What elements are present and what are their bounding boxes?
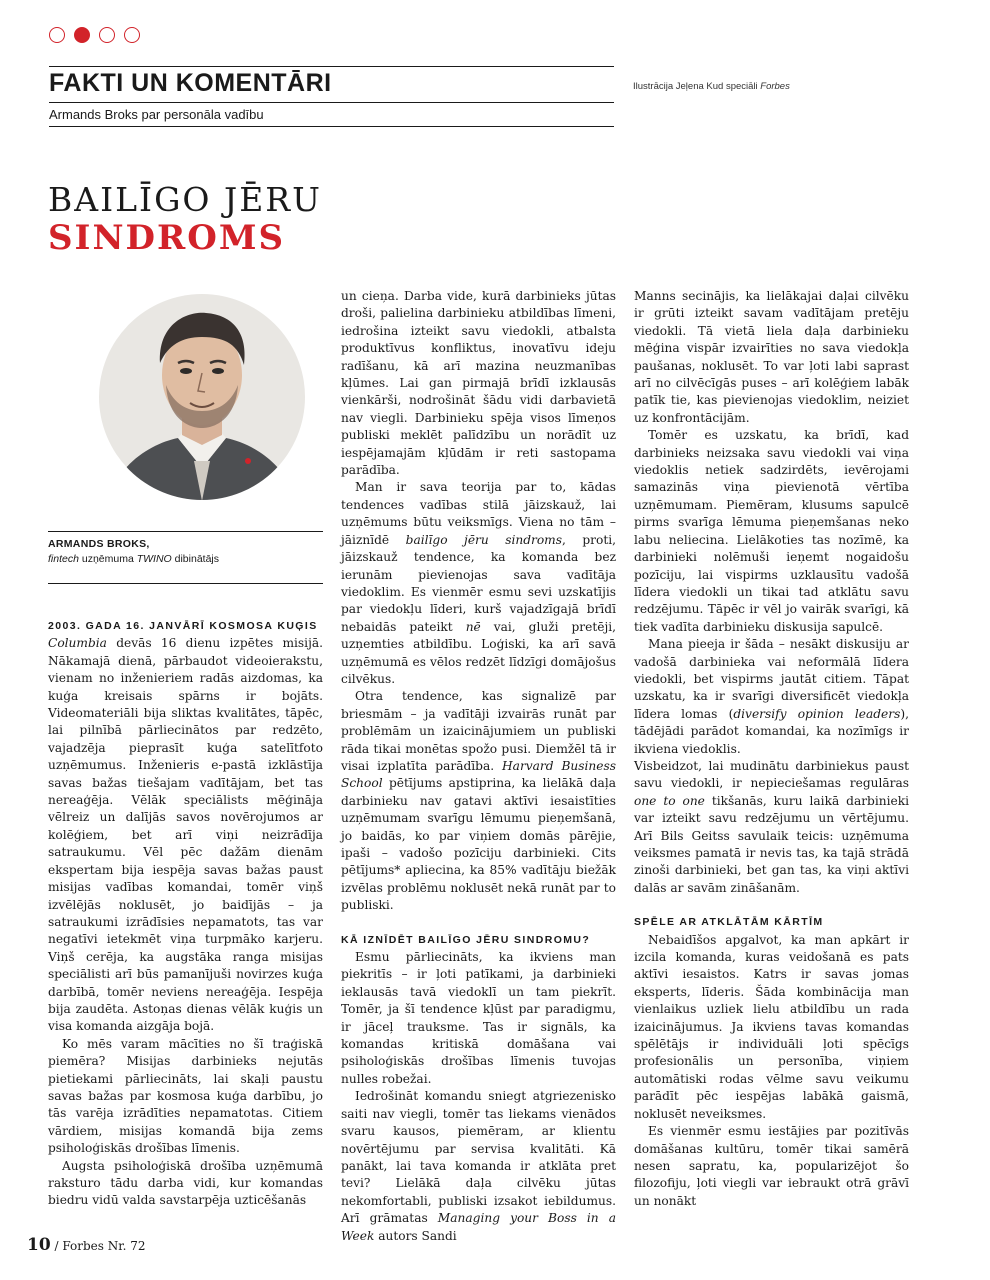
subheading: SPĒLE AR ATKLĀTĀM KĀRTĪM xyxy=(634,916,824,929)
paragraph: Columbia devās 16 dienu izpētes misijā. Nākamajā dienā, pārbaudot videoierakstu, vienam no inženieriem radās aizdomas, ka kuģa kreisais spārns ir bojāts. Videomateriāli bija sliktas kvalitātes, tāpēc, lai pilnībā pārliecinātos par redzēto, vajadzēja pieprasīt kuģa satelītfoto uzņēmumus. Inženieris e-pastā izklāstīja savas bažas tiešajam vadītājam, bet tas nereaģēja. Vēlāk speciālists mēģināja vēlreiz un dalījās savos novērojumos ar kolēģiem, bet arī viņi neizrādīja satraukumu. Vēl pēc dažām dienām ekspertam bija iespēja savas bažas paust misijas vadības komandai, tomēr viņš izvēlējās noklusēt, jo baidījās – ja satraukumi izrādīsies nepamatots, tas var negatīvi ietekmēt viņa turpmāko karjeru. Viņš cerēja, ka augstāka ranga misijas speciālisti arī būs pamanījuši novirzes kuģa darbībā, tomēr neviens nereaģēja. Iespēja bija zaudēta. Astoņas dienas vēlāk kuģis un visa komanda aizgāja bojā. xyxy=(48,636,323,1034)
divider xyxy=(49,102,614,103)
paragraph: Nebaidīšos apgalvot, ka man apkārt ir izcila komanda, kuras veidošanā es pats aktīvi iesaistos. Katrs ir savas jomas eksperts, līderis. Šāda kombinācija man vienlaikus uzliek lielu atbildību un rada izaicinājumus. Ja ikviens tavas komandas spēlētājs ir individuāli ļoti spēcīgs profesionālis un personība, viņiem automātiski rodas vēlme savu veikumu parādīt pēc iespējas labākā gaismā, noklusēt neveiksmes. xyxy=(634,932,909,1121)
paragraph: Es vienmēr esmu iestājies par pozitīvās domāšanas kultūru, tomēr tikai samērā nesen sapratu, ka, popularizējot šo filozofiju, ļoti viegli var iebraukt otrā grāvī un nonākt xyxy=(634,1124,909,1208)
illustration-credit: Ilustrācija Jeļena Kud speciāli Forbes xyxy=(633,81,790,92)
dot-icon xyxy=(99,27,115,43)
paragraph: Otra tendence, kas signalizē par briesmām – ja vadītāji izvairās runāt par problēmām un izaicinājumiem un publiski rāda tikai monētas spožo pusi. Diemžēl tā ir visai izplatīta parādība. Harvard Business School pētījums apstiprina, ka lielākā daļa darbinieku nav gatavi aktīvi iesaistīties uzņēmumam svarīgu lēmumu pieņemšanā, jo baidās, ko par viņiem domās pārējie, ipaši – vadošo pozīciju darbinieki. Cits pētījums* apliecina, ka 85% vadītāju biežāk izvēlas problēmu noklusēt nekā runāt par to publiski. xyxy=(341,689,617,913)
paragraph-lead-heading: 2003. GADA 16. JANVĀRĪ KOSMOSA KUĢIS xyxy=(48,620,318,632)
paragraph: Tomēr es uzskatu, ka brīdī, kad darbinieks neizsaka savu viedokli vai viņa viedoklis netiek sadzirdēts, ievērojami samazinās viņa pievienotā vērtība uzņēmumam. Piemēram, klusums sapulcē pirms svarīga lēmuma pieņemšanas neko labu neliecina. Lielākoties tas nozīmē, ka darbinieki nolēmuši ieņemt nogaidošu pozīciju, lai vispirms uzklausītu vadošā līdera viedokli un tikai tad atklātu savu redzējumu. Tāpēc ir vēl jo vairāk svarīgi, kā tiek vadīta darbinieku diskusija sapulcē. xyxy=(634,428,909,634)
divider xyxy=(49,66,614,67)
section-title: FAKTI UN KOMENTĀRI xyxy=(49,69,332,97)
paragraph: Manns secinājis, ka lielākajai daļai cilvēku ir grūti izteikt savam vadītājam pretēju viedokli. Tā vietā liela daļa darbinieku mēģina vispār izvairīties no sava viedokļa paušanas, noklusēt. To var ļoti labi saprast arī no cilvēcīgās puses – arī kolēģiem labāk patīk tie, kas pievienojas viedoklim, neiziet uz konfrontācijām. xyxy=(634,289,909,425)
paragraph: Esmu pārliecināts, ka ikviens man piekritīs – ir ļoti patīkami, ja darbinieki ieklausās tavā viedoklī un tam piekrīt. Tomēr, ja šī tendence kļūst par paradigmu, ir jāceļ trauksme. Tas ir signāls, ka komandas kritiskā domāšana vai psiholoģiskās drošības līmenis tuvojas nulles robežai. xyxy=(341,950,616,1086)
paragraph: Augsta psiholoģiskā drošība uzņēmumā raksturo tādu darba vidi, kur komandas biedru vidū valda savstarpēja uzticēšanās xyxy=(48,1158,323,1208)
section-subtitle: Armands Broks par personāla vadību xyxy=(49,107,264,122)
article-column-1 xyxy=(48,618,323,1210)
paragraph: Mana pieeja ir šāda – nesākt diskusiju ar vadošā darbinieka vai neformālā līdera viedokli, bet vispirms jautāt citiem. Tāpat uzskatu, ka ir svarīgi diversificēt viedokļa līdera lomas (diversify opinion leaders), tādējādi parādot komandai, ka nozīmīgs ir ikviena viedoklis. xyxy=(634,637,909,756)
author-role: fintech uzņēmuma TWINO dibinātājs xyxy=(48,553,219,565)
author-name: ARMANDS BROKS, xyxy=(48,538,150,550)
paragraph: Man ir sava teorija par to, kādas tendences vadības stilā jāizskauž, lai uzņēmums būtu veiksmīgs. Viena no tām – jāiznīdē bailīgo jēru sindroms, proti, jāizskauž tendence, ka komanda bez ierunām pievienojas sava vadītāja viedoklim. Es vienmēr esmu sevi uzskatījis par viedokļu līderi, kurš vajadzīgajā brīdī nebaidās pateikt nē vai, gluži pretēji, uzņemties atbildību. Loģiski, ka arī savā uzņēmumā es vēlos redzēt līdzīgi domājošus cilvēkus. xyxy=(341,480,617,686)
section-indicator-dots xyxy=(49,27,140,43)
headline-line-1: BAILĪGO JĒRU xyxy=(48,180,322,219)
dot-filled-icon xyxy=(74,27,90,43)
headline-line-2: SINDROMS xyxy=(48,218,286,258)
paragraph: Visbeidzot, lai mudinātu darbiniekus paust savu viedokli, ir nepieciešamas regulāras one to one tikšanās, kuru laikā darbinieki var izteikt savu redzējumu un vērtējumu. Arī Bils Geitss savulaik teicis: uzņēmuma veiksmes pamatā ir nevis tas, ka tajā strādā zinoši darbinieki, bet gan tas, ka viņi aktīvi dalās ar savām zināšanām. xyxy=(634,758,909,895)
publication-name: / Forbes Nr. 72 xyxy=(50,1239,146,1253)
paragraph: Ko mēs varam mācīties no šī traģiskā piemēra? Misijas darbinieks nejutās pietiekami pārliecināts, lai skaļi paustu savas bažas par kosmosa kuģa darbību, jo tās varēja izrādīties nepamatotas. Citiem vārdiem, misijas komandā bija zems psiholoģiskās drošības līmenis. xyxy=(48,1036,323,1156)
divider xyxy=(48,583,323,584)
subheading: KĀ IZNĪDĒT BAILĪGO JĒRU SINDROMU? xyxy=(341,933,591,946)
divider xyxy=(49,126,614,127)
article-column-3 xyxy=(634,288,909,1210)
page-number: 10 xyxy=(27,1235,51,1255)
dot-icon xyxy=(49,27,65,43)
paragraph: Iedrošināt komandu sniegt atgriezenisko saiti nav viegli, tomēr tas liekams vienādos svaru kausos, piemēram, ar klientu novērtējumu par servisa kvalitāti. Kā panākt, lai tava komanda ir atklāta pret tevi? Lielākā daļa cilvēku jūtas nekomfortabli, publiski izsakot iebildumus. Arī grāmatas Managing your Boss in a Week autors Sandi xyxy=(341,1089,616,1243)
dot-icon xyxy=(124,27,140,43)
divider xyxy=(48,531,323,532)
paragraph: un cieņa. Darba vide, kurā darbinieks jūtas droši, palielina darbinieku atbildības līmeni, iedrošina izteikt savu viedokli, atbalsta produktīvus konfliktus, inovatīvu ideju radīšanu, kā arī mazina neuzmanības kļūmes. Lai gan pirmajā brīdī izklausās vienkārši, nodrošināt šādu vidi darbavietā nav viegli. Darbinieku spēja visos līmeņos publiski meklēt palīdzību un norādīt uz iespējamajām kļūdām ir reti sastopama parādība. xyxy=(341,289,616,478)
page-footer xyxy=(27,1235,146,1255)
author-portrait-icon xyxy=(98,293,306,501)
article-column-2 xyxy=(341,288,616,1245)
